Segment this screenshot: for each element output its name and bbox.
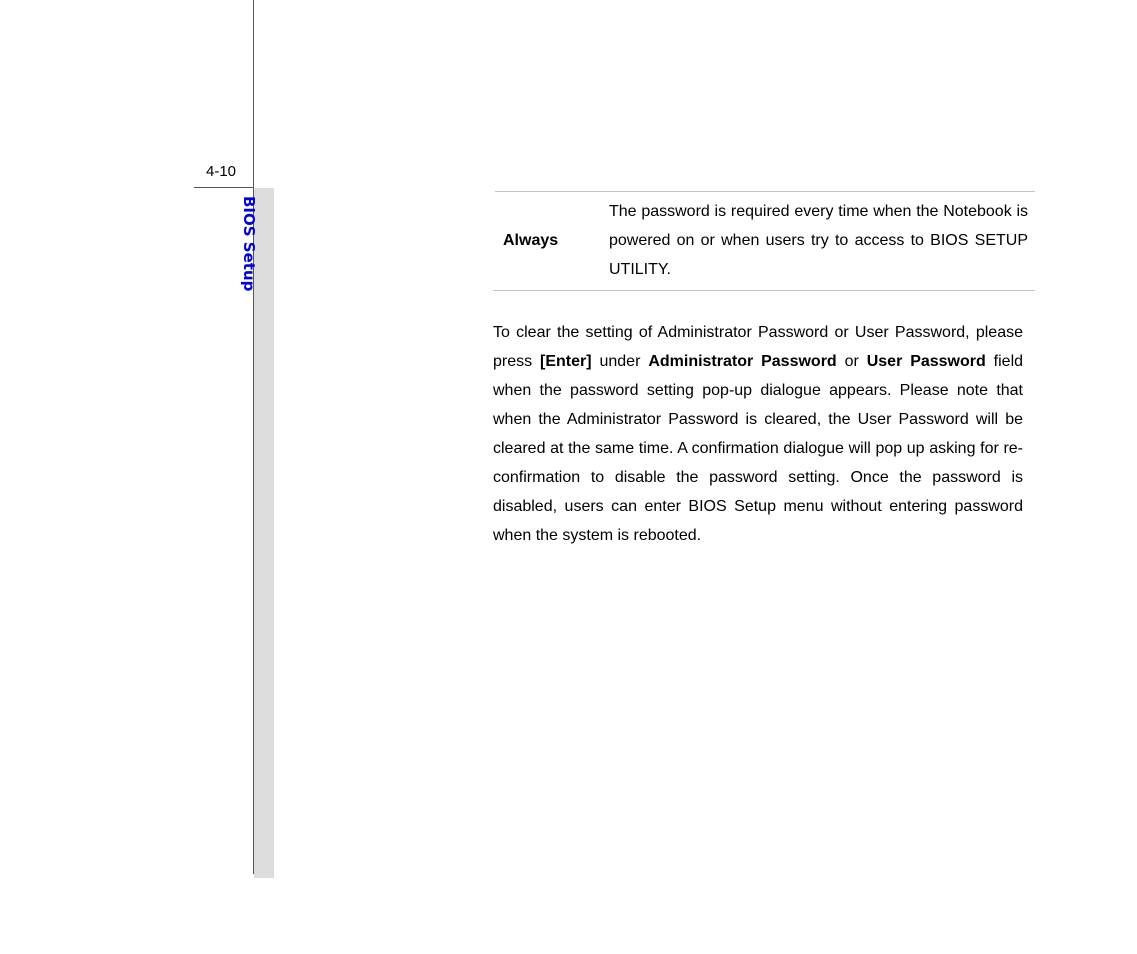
page-number: 4-10	[206, 163, 237, 180]
admin-password-term: Administrator Password	[648, 353, 837, 370]
paragraph-text-1: To clear the setting of Administrator Password or User Password, please press	[493, 324, 1023, 370]
table-row-term: Always	[503, 232, 559, 249]
table-bottom-border	[493, 290, 1035, 291]
paragraph-text-4: field when the password setting pop-up dialogue appears. Please note that when the Administrator Password is cleared, the User Password will be cleared at the same time. A confirmation dialogue will pop up asking for re-confirmation to disable the password setting. Once the password is disabled, users can enter BIOS Setup menu without entering password when the system is rebooted.	[493, 353, 1024, 544]
enter-key-term: [Enter]	[540, 353, 592, 370]
margin-gray-band	[254, 188, 274, 878]
paragraph-text-2: under	[591, 353, 649, 370]
table-row-description: The password is required every time when the Notebook is powered on or when users try to access to BIOS SETUP UTILITY.	[609, 203, 1028, 278]
paragraph-text-3: or	[836, 353, 867, 370]
user-password-term: User Password	[866, 353, 986, 370]
page-number-rule	[194, 187, 254, 188]
table-top-border	[495, 191, 1035, 192]
chapter-side-label: BIOS Setup	[240, 196, 258, 292]
body-paragraph	[493, 318, 1023, 550]
